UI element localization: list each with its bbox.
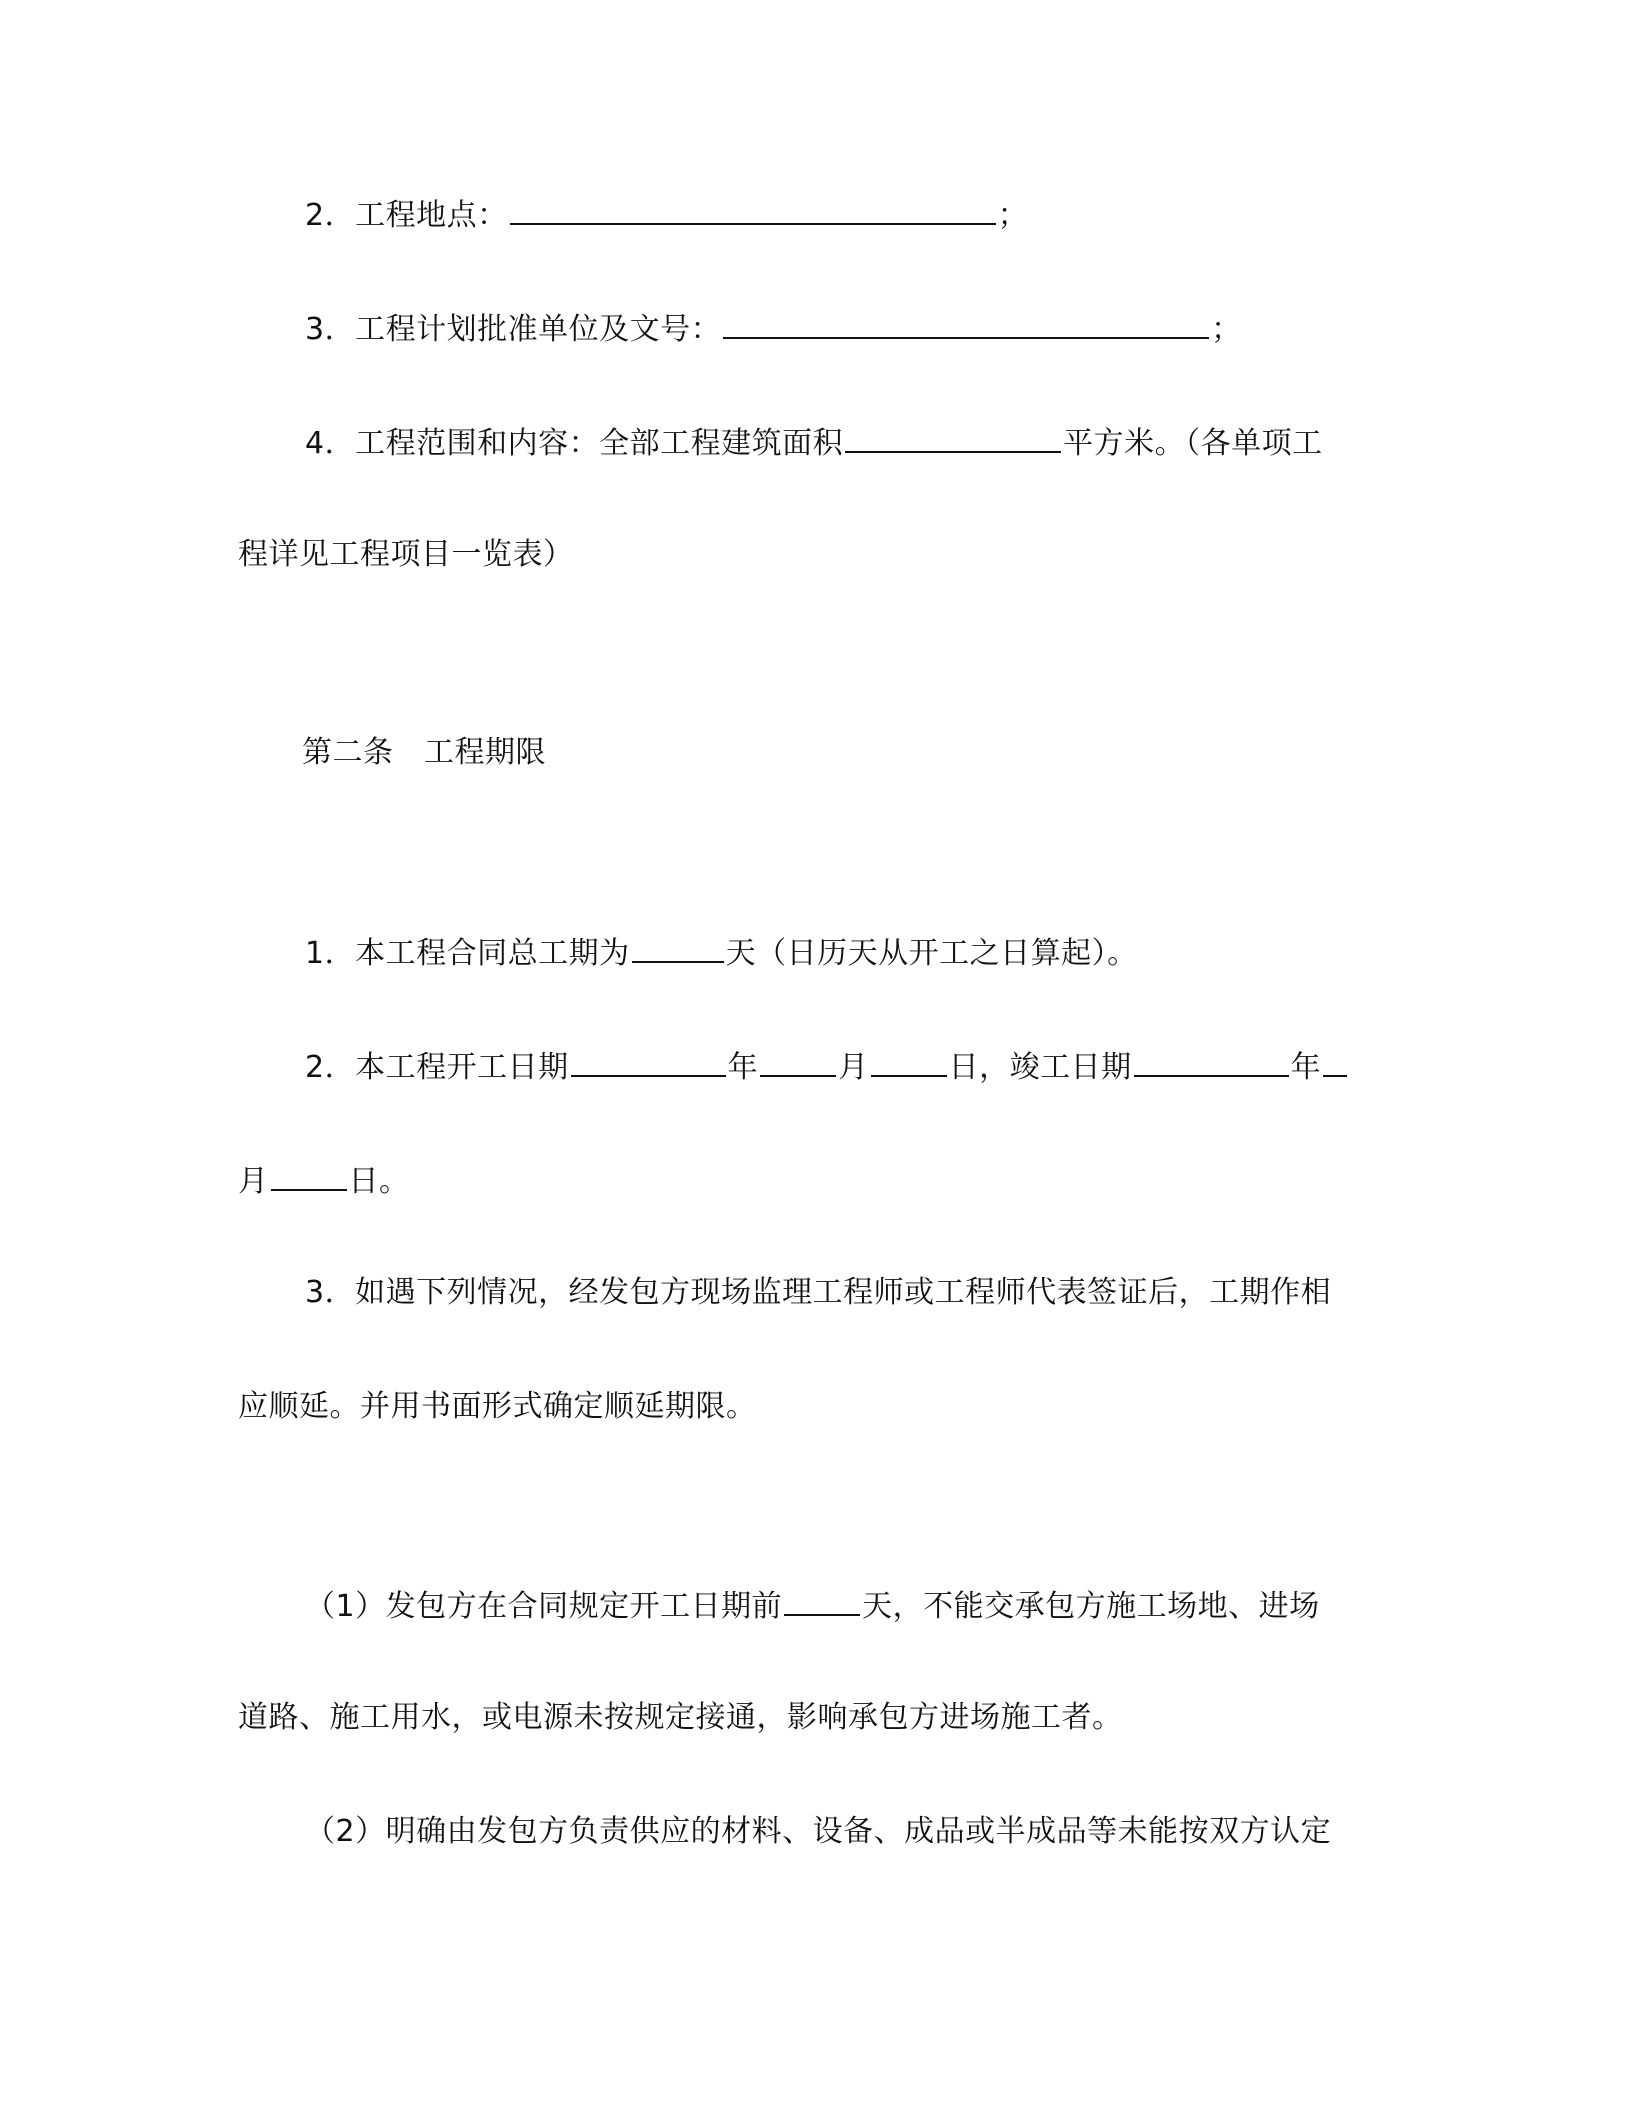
scope-label: 4．工程范围和内容：全部工程建筑面积 [305,426,844,461]
scope-suffix: 平方米。（各单项工 [1063,426,1323,461]
location-label: 2．工程地点： [305,198,508,233]
location-line [305,193,1028,236]
extension-line-1: 3．如遇下列情况，经发包方现场监理工程师或工程师代表签证后，工期作相 [305,1275,1332,1310]
case-one-label: （1）发包方在合同规定开工日期前 [305,1589,783,1624]
area-blank [845,421,1061,453]
start-date-label: 2．本工程开工日期 [305,1050,569,1085]
dates-continuation [238,1159,410,1202]
extension-line-2: 应顺延。并用书面形式确定顺延期限。 [238,1389,757,1424]
start-month-blank [760,1045,836,1077]
scope-line [305,421,1323,464]
dates-line [305,1045,1349,1088]
approval-blank [723,307,1209,339]
end-month-label: 月 [238,1164,269,1199]
scope-continuation: 程详见工程项目一览表） [238,537,574,572]
total-period-label: 1．本工程合同总工期为 [305,936,630,971]
start-year-label: 年 [727,1050,759,1085]
location-suffix: ； [997,198,1029,233]
end-day-blank [271,1159,347,1191]
total-period-line [305,931,1138,974]
end-year-blank [1134,1045,1289,1077]
start-year-blank [571,1045,726,1077]
start-month-label: 月 [838,1050,869,1085]
case-one-suffix: 天，不能交承包方施工场地、进场 [862,1589,1320,1624]
approval-suffix: ； [1211,312,1242,347]
case-one-line [305,1584,1320,1627]
approval-line [305,307,1242,350]
total-period-suffix: 天（日历天从开工之日算起）。 [725,936,1138,971]
start-day-blank [871,1045,947,1077]
start-day-label: 日，竣工日期 [948,1050,1132,1085]
case-one-continuation: 道路、施工用水，或电源未按规定接通，影响承包方进场施工者。 [238,1700,1123,1735]
location-blank [510,193,996,225]
case-two-line: （2）明确由发包方负责供应的材料、设备、成品或半成品等未能按双方认定 [305,1814,1332,1849]
article-two-heading: 第二条 工程期限 [302,735,546,770]
end-year-label: 年 [1290,1050,1322,1085]
case-one-days-blank [784,1584,860,1616]
end-day-label: 日。 [348,1164,410,1199]
end-month-blank [1323,1045,1347,1077]
total-days-blank [632,931,724,963]
approval-label: 3．工程计划批准单位及文号： [305,312,722,347]
